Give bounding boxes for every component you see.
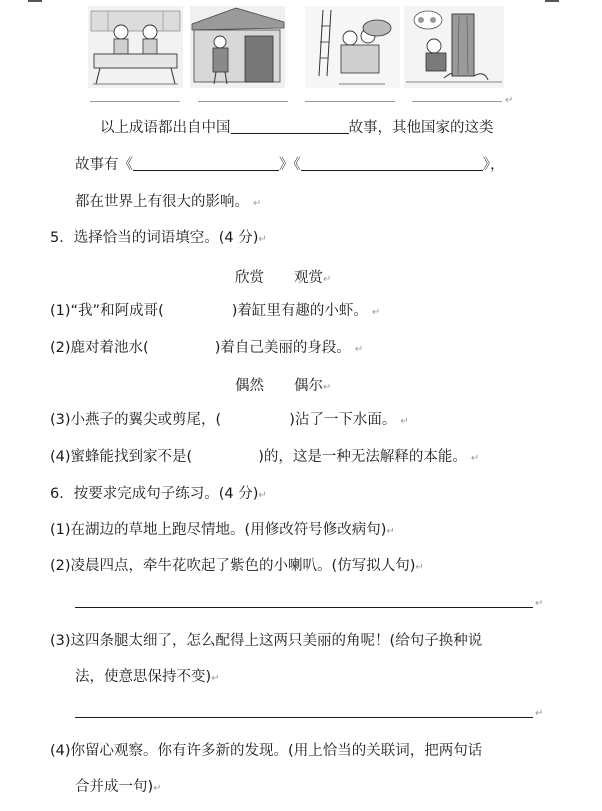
word-choice-2: 偶然 偶尔↵ — [235, 378, 332, 394]
word-option: 欣赏 — [235, 270, 264, 286]
word-choice-1: 欣赏 观赏↵ — [235, 270, 332, 286]
item-text: )的，这是一种无法解释的本能。 — [258, 449, 467, 465]
intro-text: 》， — [482, 157, 505, 173]
illustration-doorway — [190, 6, 285, 88]
item-text: (3)小燕子的翼尖或剪尾，( — [50, 412, 222, 428]
intro-text: 都在世界上有很大的影响。 — [75, 194, 249, 210]
question-title: 6．按要求完成句子练习。(4 分) — [50, 486, 259, 502]
answer-line[interactable] — [305, 101, 395, 102]
answer-line[interactable] — [75, 717, 533, 718]
country-blank[interactable] — [231, 118, 349, 134]
q5-item-2: (2)鹿对着池水( )着自己美丽的身段。 ↵ — [50, 340, 364, 356]
answer-line[interactable] — [412, 101, 502, 102]
illustration-two-students — [88, 6, 183, 88]
item-text: 合并成一句) — [75, 779, 154, 795]
q6-item-3-cont: 法，使意思保持不变)↵ — [75, 669, 220, 685]
q6-item-1: (1)在湖边的草地上跑尽情地。(用修改符号修改病句)↵ — [50, 522, 395, 538]
question-6-title: 6．按要求完成句子练习。(4 分)↵ — [50, 486, 267, 502]
question-5-title: 5．选择恰当的词语填空。(4 分)↵ — [50, 230, 267, 246]
intro-line-1 — [100, 118, 494, 138]
intro-line-3: 都在世界上有很大的影响。 ↵ — [75, 194, 262, 210]
illustration-crowd — [305, 6, 400, 88]
book-blank-1[interactable] — [133, 155, 279, 171]
intro-text: 》《 — [279, 157, 301, 173]
q6-item-3 — [50, 631, 482, 651]
word-option: 偶尔 — [294, 378, 323, 394]
q5-item-1: (1)“我”和阿成哥( )着缸里有趣的小虾。 ↵ — [50, 303, 381, 319]
q6-item-2: (2)凌晨四点，牵牛花吹起了紫色的小喇叭。(仿写拟人句)↵ — [50, 558, 424, 574]
item-text: 法，使意思保持不变) — [75, 669, 212, 685]
page-corner-mark — [545, 0, 559, 2]
item-text: (2)鹿对着池水( — [50, 340, 149, 356]
item-text: (4)蜜蜂能找到家不是( — [50, 449, 193, 465]
item-text: (1)在湖边的草地上跑尽情地。(用修改符号修改病句) — [50, 522, 387, 538]
q5-item-3: (3)小燕子的翼尖或剪尾，( )沾了一下水面。 ↵ — [50, 412, 409, 428]
page-corner-mark — [28, 0, 42, 2]
paragraph-mark: ↵ — [505, 95, 514, 106]
illustration-tree-stump — [404, 6, 504, 88]
item-text: (2)凌晨四点，牵牛花吹起了紫色的小喇叭。(仿写拟人句) — [50, 558, 416, 574]
q6-item-4-cont: 合并成一句)↵ — [75, 779, 162, 795]
answer-line[interactable] — [198, 101, 288, 102]
q5-item-4: (4)蜜蜂能找到家不是( )的，这是一种无法解释的本能。 ↵ — [50, 449, 480, 465]
item-text: (4)你留心观察。你有许多新的发现。(用上恰当的关联词，把两句话 — [50, 743, 483, 759]
answer-line[interactable] — [90, 101, 180, 102]
intro-text: 故事，其他国家的这类 — [348, 120, 494, 136]
item-text: )沾了一下水面。 — [289, 412, 397, 428]
item-text: (1)“我”和阿成哥( — [50, 303, 164, 319]
intro-line-2 — [75, 155, 505, 175]
item-text: )着自己美丽的身段。 — [214, 340, 351, 356]
answer-line[interactable] — [75, 607, 533, 608]
intro-text: 以上成语都出自中国 — [100, 120, 231, 136]
illustration-strip — [0, 0, 602, 110]
question-title: 5．选择恰当的词语填空。(4 分) — [50, 230, 259, 246]
word-option: 观赏 — [294, 270, 323, 286]
q6-item-4 — [50, 741, 482, 761]
word-option: 偶然 — [235, 378, 264, 394]
intro-text: 故事有《 — [75, 157, 133, 173]
item-text: (3)这四条腿太细了，怎么配得上这两只美丽的角呢！(给句子换种说 — [50, 633, 483, 649]
book-blank-2[interactable] — [301, 155, 483, 171]
item-text: )着缸里有趣的小虾。 — [231, 303, 368, 319]
